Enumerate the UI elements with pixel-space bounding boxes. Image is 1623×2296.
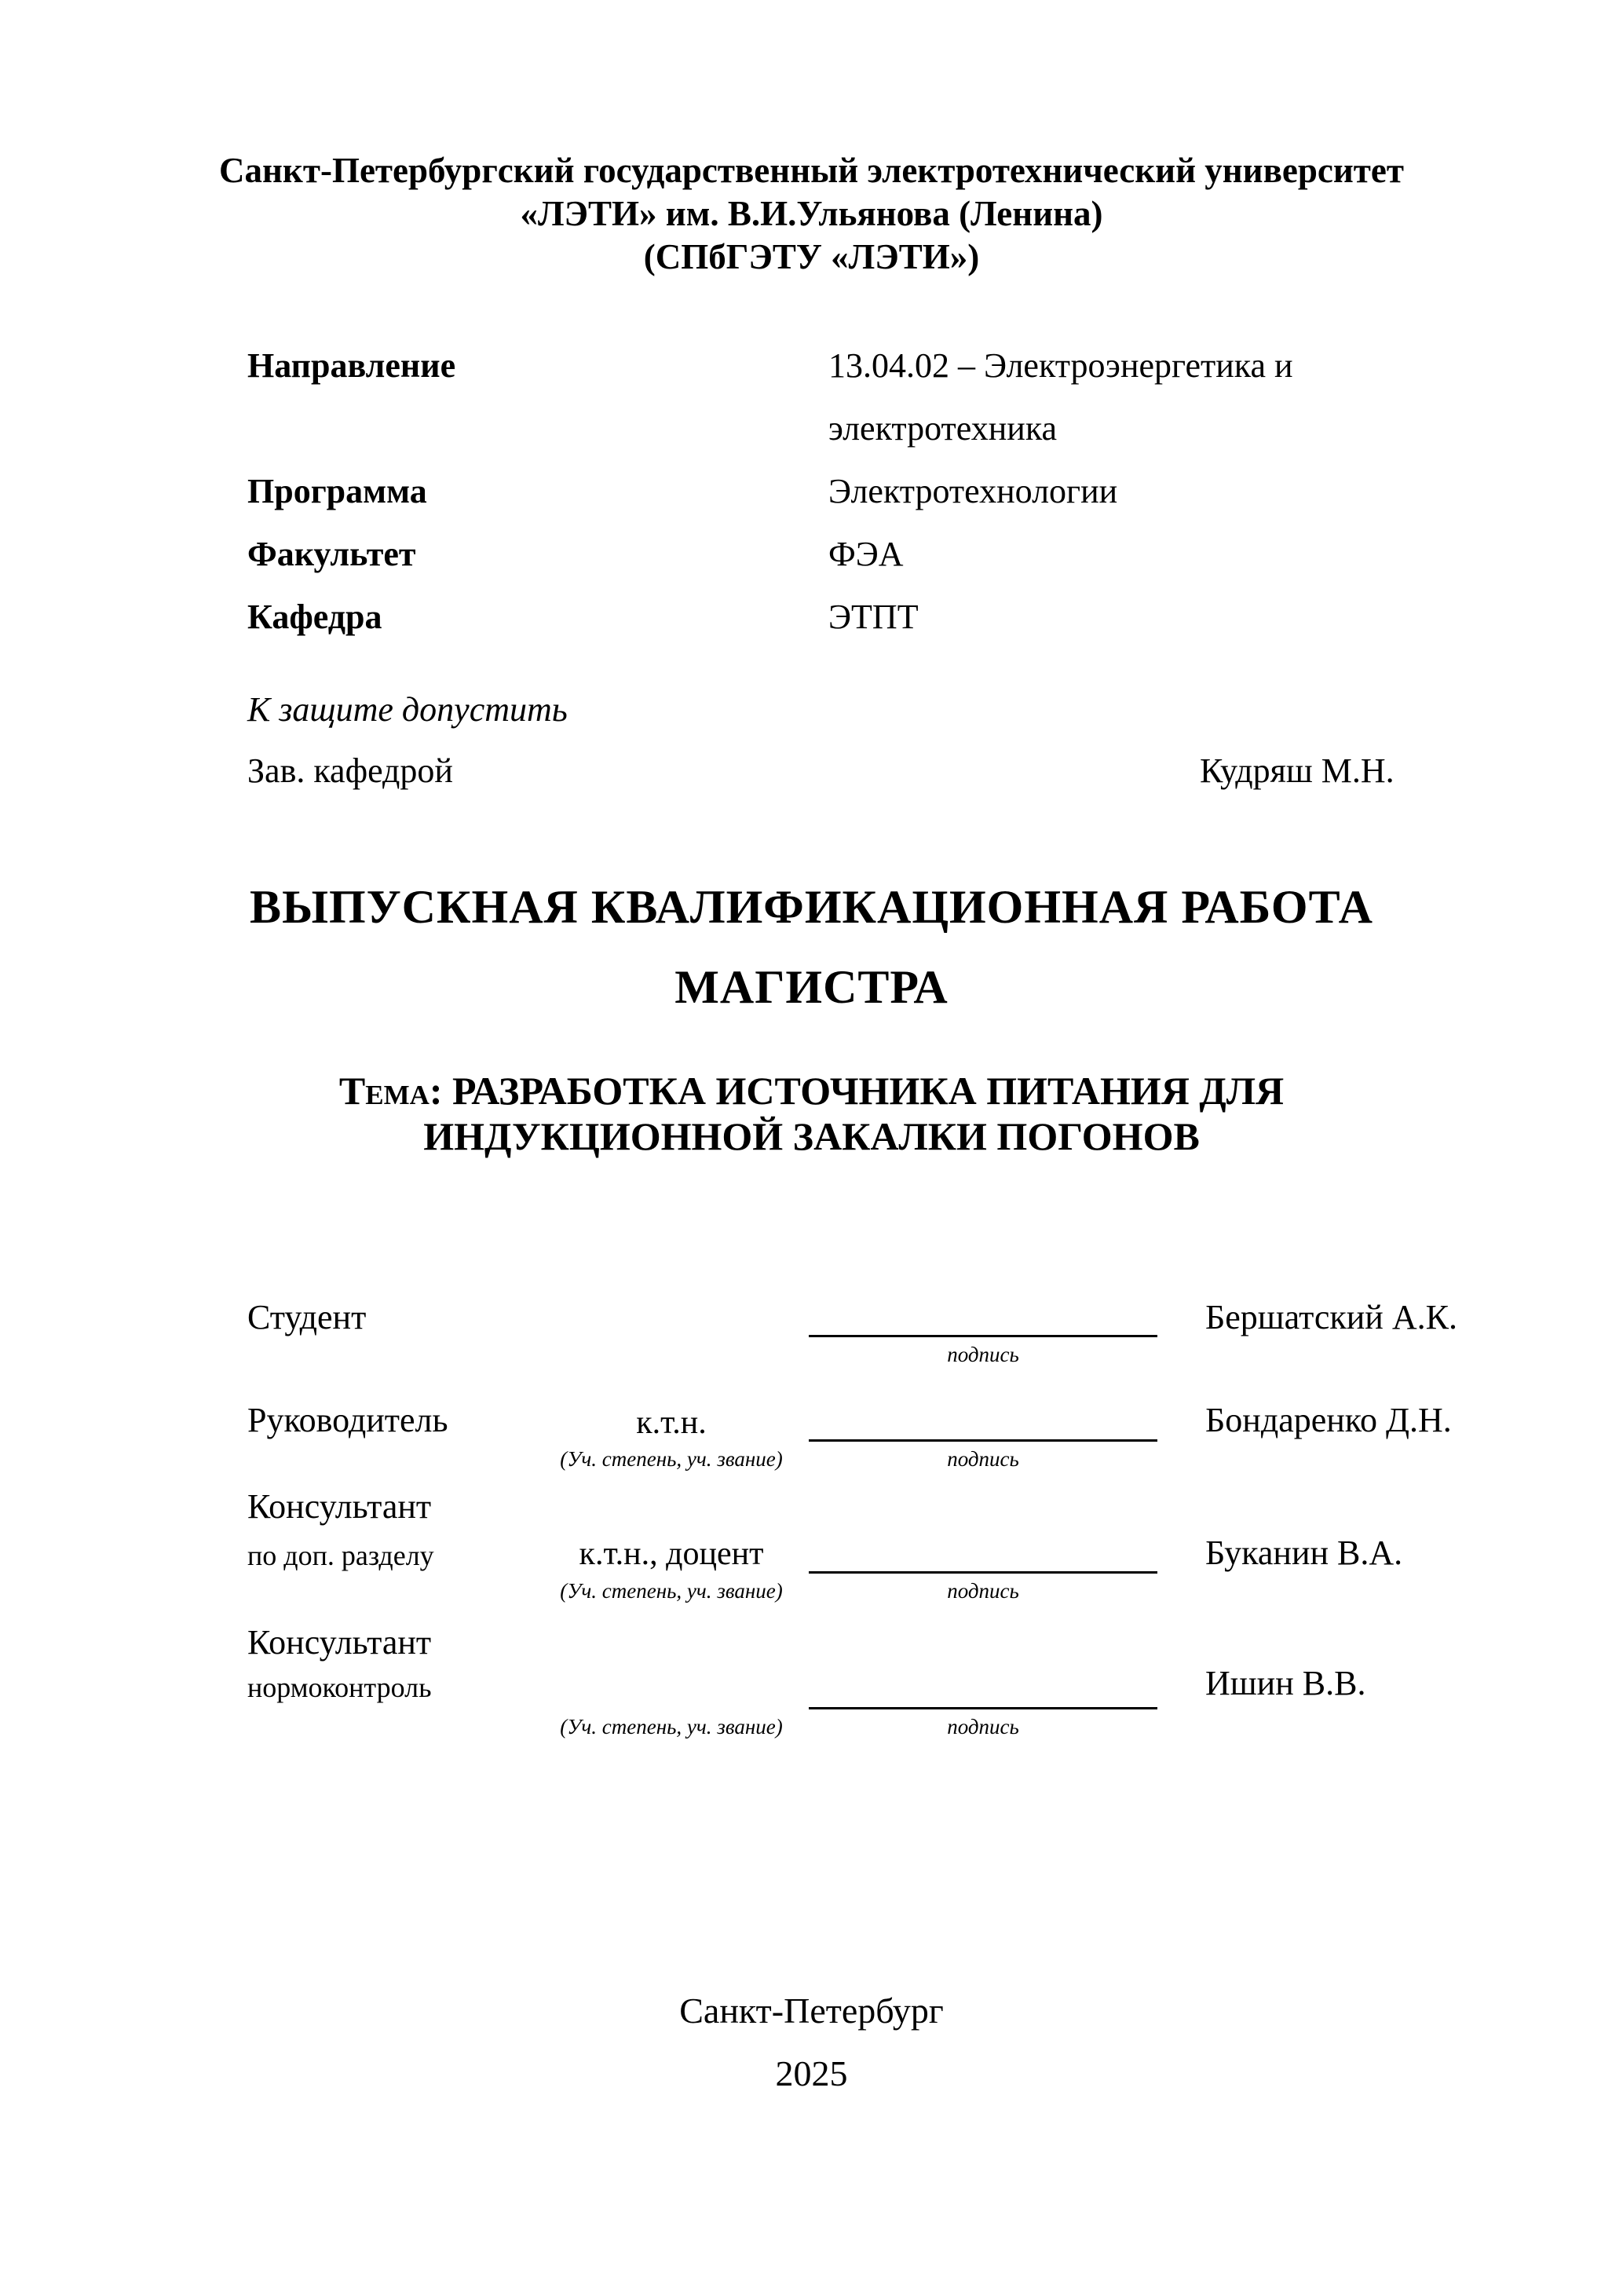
signature-line-consultant-1 xyxy=(809,1571,1157,1574)
degree-caption-consultant-2: (Уч. степень, уч. звание) xyxy=(560,1715,783,1738)
admission-phrase: К защите допустить xyxy=(247,690,568,729)
signature-caption-supervisor: подпись xyxy=(947,1447,1019,1471)
university-name-line2: «ЛЭТИ» им. В.И.Ульянова (Ленина) xyxy=(520,194,1103,233)
work-title-line2: МАГИСТРА xyxy=(674,961,949,1013)
university-header xyxy=(0,149,1623,279)
signature-note-consultant-2: нормоконтроль xyxy=(247,1672,432,1703)
signature-caption-consultant-1: подпись xyxy=(947,1579,1019,1603)
admission-head-name: Кудряш М.Н. xyxy=(1200,751,1395,790)
info-label-chair: Кафедра xyxy=(247,598,382,636)
signature-role-student: Студент xyxy=(247,1298,367,1336)
university-abbreviation: (СПбГЭТУ «ЛЭТИ») xyxy=(643,237,980,276)
info-label-direction: Направление xyxy=(247,346,456,385)
info-row-program xyxy=(247,460,1394,523)
info-row-chair xyxy=(247,586,1394,649)
info-row-direction xyxy=(247,335,1394,460)
university-name-line1: Санкт-Петербургский государственный электротехнический университет xyxy=(219,151,1404,190)
degree-caption-supervisor: (Уч. степень, уч. звание) xyxy=(560,1447,783,1471)
signature-name-supervisor: Бондаренко Д.Н. xyxy=(1205,1401,1452,1439)
theme-label: Тема: xyxy=(338,1069,443,1113)
work-title-line1: ВЫПУСКНАЯ КВАЛИФИКАЦИОННАЯ РАБОТА xyxy=(250,881,1373,933)
info-value-chair: ЭТПТ xyxy=(828,598,919,636)
program-info-block xyxy=(247,335,1394,649)
footer-year: 2025 xyxy=(775,2053,848,2093)
signature-role-consultant-1: Консультант xyxy=(247,1487,432,1526)
signature-line-consultant-2 xyxy=(809,1707,1157,1709)
info-value-direction: 13.04.02 – Электроэнергетика и электротехника xyxy=(828,346,1293,448)
signature-line-student xyxy=(809,1335,1157,1337)
signature-degree-supervisor: к.т.н. xyxy=(636,1405,707,1441)
info-row-faculty xyxy=(247,523,1394,586)
theme-line1 xyxy=(0,1068,1623,1113)
signature-line-supervisor xyxy=(809,1439,1157,1442)
degree-caption-consultant-1: (Уч. степень, уч. звание) xyxy=(560,1579,783,1603)
signature-degree-consultant-1: к.т.н., доцент xyxy=(579,1536,764,1572)
signature-name-consultant-2: Ишин В.В. xyxy=(1205,1664,1366,1702)
info-value-faculty: ФЭА xyxy=(828,535,904,573)
signature-caption-student: подпись xyxy=(947,1343,1019,1366)
work-title xyxy=(0,867,1623,1027)
footer-city: Санкт-Петербург xyxy=(679,1991,944,2031)
signature-role-supervisor: Руководитель xyxy=(247,1401,448,1439)
signature-name-consultant-1: Буканин В.А. xyxy=(1205,1534,1403,1572)
theme-text-line2: ИНДУКЦИОННОЙ ЗАКАЛКИ ПОГОНОВ xyxy=(423,1114,1200,1158)
signature-name-student: Бершатский А.К. xyxy=(1205,1298,1457,1336)
theme-block xyxy=(0,1068,1623,1159)
info-value-program: Электротехнологии xyxy=(828,472,1118,510)
signature-role-consultant-2: Консультант xyxy=(247,1623,432,1662)
info-label-faculty: Факультет xyxy=(247,535,416,573)
signature-caption-consultant-2: подпись xyxy=(947,1715,1019,1738)
signature-note-consultant-1: по доп. разделу xyxy=(247,1540,434,1571)
admission-position: Зав. кафедрой xyxy=(247,751,453,790)
info-label-program: Программа xyxy=(247,472,427,510)
theme-text-line1: РАЗРАБОТКА ИСТОЧНИКА ПИТАНИЯ ДЛЯ xyxy=(452,1069,1285,1113)
